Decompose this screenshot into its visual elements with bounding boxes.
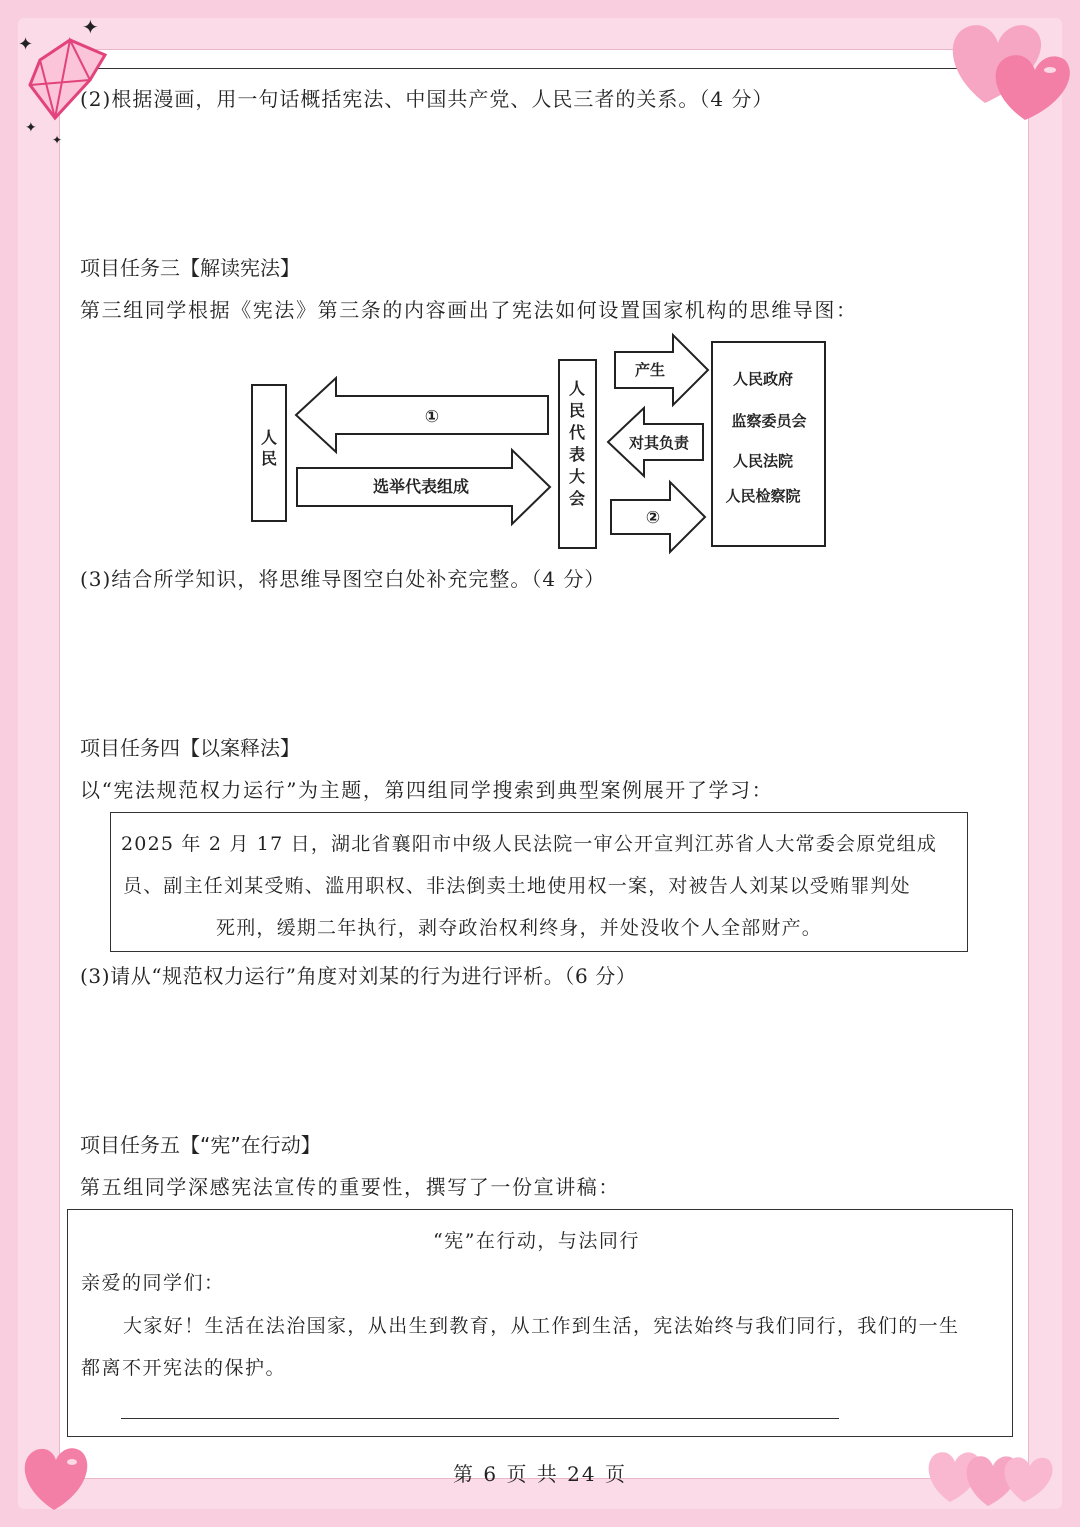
speech-title: “宪”在行动，与法同行 bbox=[433, 1230, 640, 1252]
case-box bbox=[110, 812, 968, 952]
arrow-blank-1 bbox=[296, 378, 548, 452]
speech-body-line-1: 大家好！生活在法治国家，从出生到教育，从工作到生活，宪法始终与我们同行，我们的一生 bbox=[123, 1315, 960, 1337]
task4-intro: 以“宪法规范权力运行”为主题，第四组同学搜索到典型案例展开了学习： bbox=[80, 778, 774, 802]
arrow-responsible-label: 对其负责 bbox=[628, 434, 690, 452]
task5-intro: 第五组同学深感宪法宣传的重要性，撰写了一份宣讲稿： bbox=[80, 1175, 620, 1199]
svg-text:✦: ✦ bbox=[18, 34, 34, 55]
task4-title: 项目任务四【以案释法】 bbox=[80, 736, 300, 760]
task3-intro: 第三组同学根据《宪法》第三条的内容画出了宪法如何设置国家机构的思维导图： bbox=[80, 298, 858, 322]
svg-text:✦: ✦ bbox=[25, 120, 37, 136]
speech-greeting: 亲爱的同学们： bbox=[81, 1272, 225, 1294]
svg-text:✦: ✦ bbox=[52, 133, 63, 147]
task3-question: (3)结合所学知识，将思维导图空白处补充完整。（4 分） bbox=[80, 567, 606, 591]
organ-procuratorate: 人民检察院 bbox=[725, 487, 801, 505]
svg-text:✦: ✦ bbox=[82, 15, 99, 39]
npc-char-2: 民 bbox=[568, 401, 586, 420]
task5-title: 项目任务五【“宪”在行动】 bbox=[80, 1133, 321, 1157]
constitution-mind-map bbox=[240, 330, 840, 560]
npc-char-4: 表 bbox=[568, 445, 586, 464]
heart-icon bbox=[940, 8, 1075, 128]
npc-char-3: 代 bbox=[568, 423, 586, 442]
case-line: 员、副主任刘某受贿、滥用职权、非法倒卖土地使用权一案，对被告人刘某以受贿罪判处 bbox=[123, 875, 911, 897]
npc-char-1: 人 bbox=[568, 379, 586, 398]
speech-body-line-2: 都离不开宪法的保护。 bbox=[81, 1357, 287, 1379]
people-char-1: 人 bbox=[260, 428, 278, 447]
npc-char-6: 会 bbox=[568, 489, 586, 508]
organ-supervisory: 监察委员会 bbox=[731, 412, 807, 430]
case-line: 死刑，缓期二年执行，剥夺政治权利终身，并处没收个人全部财产。 bbox=[216, 917, 823, 939]
arrow-blank-1-label: ① bbox=[424, 407, 440, 427]
case-line: 2025 年 2 月 17 日，湖北省襄阳市中级人民法院一审公开宣判江苏省人大常委会原党组成 bbox=[121, 833, 938, 855]
answer-blank-line bbox=[121, 1418, 839, 1419]
speech-box bbox=[67, 1209, 1013, 1437]
npc-char-5: 大 bbox=[568, 467, 586, 486]
page-footer: 第 6 页 共 24 页 bbox=[453, 1462, 627, 1486]
diamond-icon bbox=[10, 10, 130, 150]
task3-title: 项目任务三【解读宪法】 bbox=[80, 256, 300, 280]
header-rule bbox=[76, 68, 1006, 69]
question-2: (2)根据漫画，用一句话概括宪法、中国共产党、人民三者的关系。（4 分） bbox=[80, 87, 774, 111]
task4-question: (3)请从“规范权力运行”角度对刘某的行为进行评析。（6 分） bbox=[80, 964, 637, 988]
arrow-produce-label: 产生 bbox=[634, 361, 666, 379]
people-char-2: 民 bbox=[260, 449, 278, 468]
organ-government: 人民政府 bbox=[732, 370, 794, 388]
organ-court: 人民法院 bbox=[732, 452, 794, 470]
arrow-blank-2-label: ② bbox=[645, 508, 661, 528]
arrow-elect-label: 选举代表组成 bbox=[372, 477, 470, 496]
